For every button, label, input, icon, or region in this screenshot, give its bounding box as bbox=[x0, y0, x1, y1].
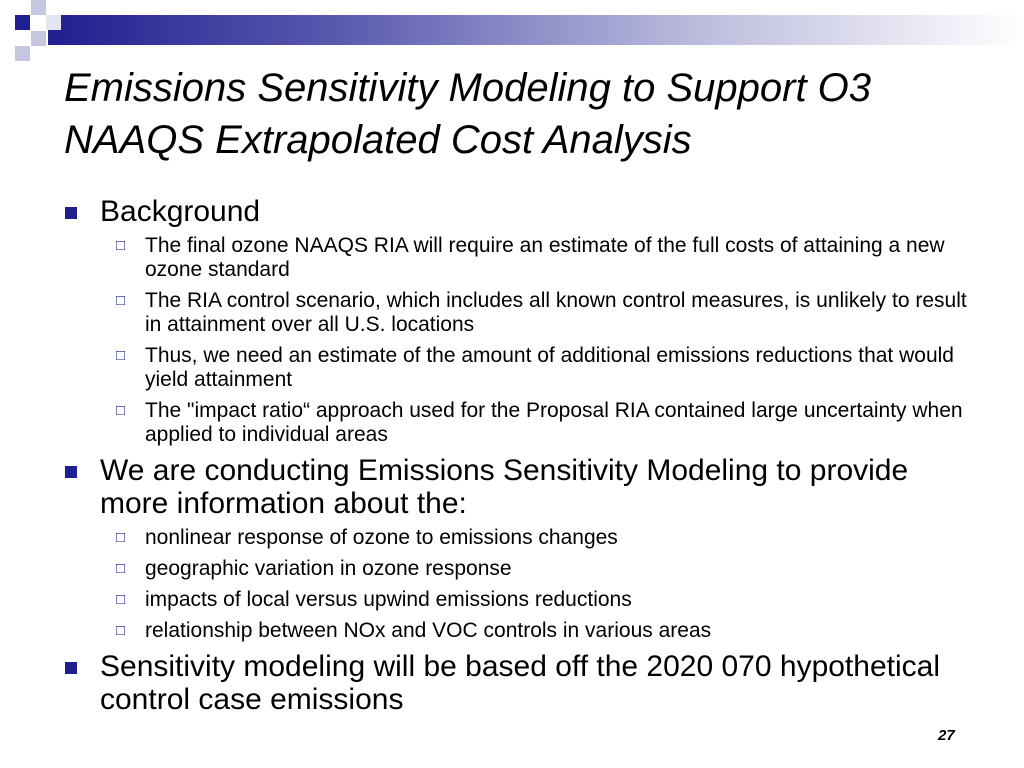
header-square-light bbox=[31, 31, 46, 46]
hollow-square-bullet-icon: □ bbox=[116, 560, 126, 577]
header-square-light bbox=[31, 0, 46, 15]
bullet-item bbox=[64, 454, 984, 520]
sub-bullet-text: The final ozone NAAQS RIA will require an estimate of the full costs of attaining a new ozone standard bbox=[145, 234, 945, 281]
sub-bullet-text: impacts of local versus upwind emissions reductions bbox=[145, 588, 632, 611]
bullet-text: Background bbox=[100, 195, 261, 228]
square-bullet-icon bbox=[65, 207, 77, 219]
sub-bullet-item bbox=[64, 344, 984, 392]
sub-bullet-text: The "impact ratio“ approach used for the Proposal RIA contained large uncertainty when applied to individual areas bbox=[145, 399, 963, 446]
sub-bullet-text: relationship between NOx and VOC controls in various areas bbox=[145, 619, 712, 642]
slide-content bbox=[64, 195, 984, 722]
hollow-square-bullet-icon: □ bbox=[116, 347, 126, 364]
bullet-text: Sensitivity modeling will be based off the 2020 070 hypothetical control case emissions bbox=[100, 650, 940, 716]
sub-bullet-item bbox=[64, 557, 984, 581]
bullet-item bbox=[64, 650, 984, 716]
sub-bullet-item bbox=[64, 526, 984, 550]
sub-bullet-text: Thus, we need an estimate of the amount of additional emissions reductions that would yield attainment bbox=[145, 344, 954, 391]
sub-bullet-text: The RIA control scenario, which includes all known control measures, is unlikely to result in attainment over all U.S. locations bbox=[145, 289, 967, 336]
bullet-item bbox=[64, 195, 984, 228]
sub-bullet-item bbox=[64, 399, 984, 447]
header-square-light bbox=[15, 46, 30, 61]
square-bullet-icon bbox=[65, 466, 77, 478]
hollow-square-bullet-icon: □ bbox=[116, 237, 126, 254]
sub-bullet-text: nonlinear response of ozone to emissions changes bbox=[145, 526, 618, 549]
sub-bullet-item bbox=[64, 234, 984, 282]
sub-bullet-item bbox=[64, 588, 984, 612]
header-square-dark bbox=[15, 15, 30, 30]
sub-bullet-item bbox=[64, 619, 984, 643]
sub-bullet-list bbox=[64, 234, 984, 447]
hollow-square-bullet-icon: □ bbox=[116, 292, 126, 309]
header-gradient-bar bbox=[48, 15, 1024, 45]
header-square-faint bbox=[46, 15, 61, 30]
hollow-square-bullet-icon: □ bbox=[116, 402, 126, 419]
square-bullet-icon bbox=[65, 662, 77, 674]
hollow-square-bullet-icon: □ bbox=[116, 622, 126, 639]
hollow-square-bullet-icon: □ bbox=[116, 591, 126, 608]
hollow-square-bullet-icon: □ bbox=[116, 529, 126, 546]
sub-bullet-text: geographic variation in ozone response bbox=[145, 557, 512, 580]
bullet-text: We are conducting Emissions Sensitivity Modeling to provide more information about the: bbox=[100, 454, 909, 520]
slide-title: Emissions Sensitivity Modeling to Support O3 NAAQS Extrapolated Cost Analysis bbox=[64, 66, 872, 162]
sub-bullet-item bbox=[64, 289, 984, 337]
sub-bullet-list bbox=[64, 526, 984, 643]
page-number: 27 bbox=[938, 727, 955, 744]
